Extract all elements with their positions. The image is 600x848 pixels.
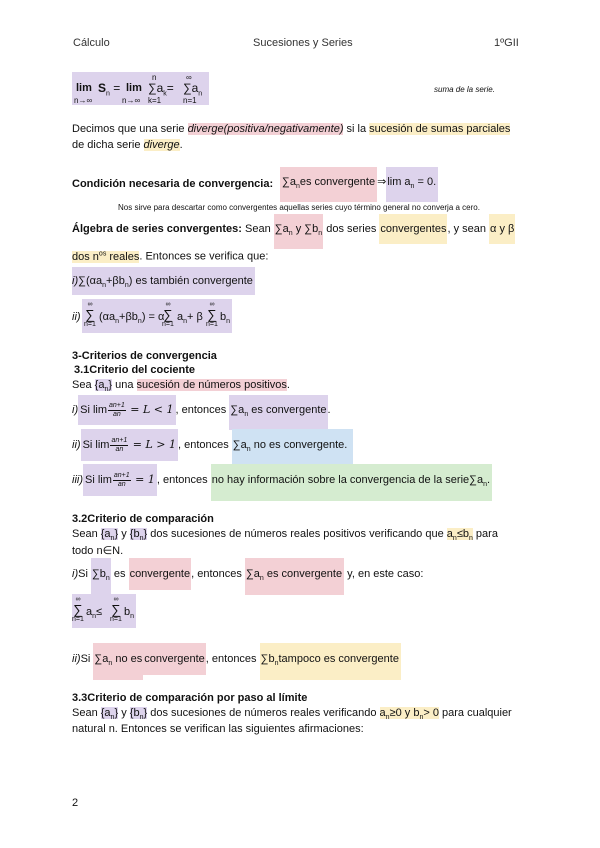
necessary-condition-note: Nos sirve para descartar como convergentes aquellas series cuyo término general no converja a cero.: [118, 203, 480, 212]
section33-line2: natural n. Entonces se verifican las siguientes afirmaciones:: [72, 723, 364, 735]
algebra-item-ii-formula: ∞ ∑ n=1 $(\alpha a_n+\beta b_n) = \alpha$ ∞ ∑ n=1 $a_n+ \beta$ ∞ ∑ n=1 $b_n$: [82, 299, 232, 333]
section33-line1: Sean $\{a_n\}$ y $\{b_n\}$ dos sucesiones de números reales verificando $a_n\ge 0$ y $b_n> 0$ para cualquier: [72, 707, 512, 722]
section32-title: 3.2Criterio de comparación: [72, 513, 214, 525]
ratio-test-i: i)Si lim $\frac{an+1}{an}$ = L < 1 , entonces $\sum a_n$ es convergente.: [72, 395, 331, 425]
ratio-test-ii: ii)Si lim $\frac{an+1}{an}$ = L > 1 , entonces $\sum a_n$ no es convergente.: [72, 429, 353, 461]
algebra-item-i: $i)\sum(\alpha a_n+\beta b_n)$ es también convergente: [72, 267, 255, 295]
header-title: Sucesiones y Series: [253, 37, 353, 49]
diverge-paragraph-line2: de dicha serie diverge.: [72, 139, 183, 151]
section31-intro: Sea $\{a_n\}$ una sucesión de números positivos.: [72, 379, 290, 394]
partial-sum-formula: lim n→∞ $S_n$ = lim n→∞ n $\sum a_k=$ k=1 ∞ $\sum a_n$ n=1: [72, 72, 209, 105]
comparison-test-ii: ii)Si $\sum a_n$ no esconvergente, entonces $\sum b_ntampoco$ es convergente: [72, 643, 401, 675]
necessary-condition-formula: $\sum a_nes$ convergente ⇒lim $a_n = 0$.: [280, 167, 438, 197]
diverge-paragraph-line1: Decimos que una serie diverge(positiva/negativamente) si la sucesión de sumas parciales: [72, 123, 511, 135]
necessary-condition-title: Condición necesaria de convergencia:: [72, 178, 274, 190]
algebra-item-ii-label: ii): [72, 311, 81, 323]
page-number: 2: [72, 797, 79, 809]
ratio-test-iii: iii)Si lim $\frac{an+1}{an}$ = 1 , entonces no hay información sobre la convergencia de la $serie\sum a_n$.: [72, 464, 492, 496]
algebra-line2: dos $n^{os}$ reales. Entonces se verifica que:: [72, 250, 269, 263]
section31-title: 3.1Criterio del cociente: [74, 364, 196, 376]
section3-title: 3-Criterios de convergencia: [72, 350, 217, 362]
header-group: 1ºGII: [494, 37, 519, 49]
section32-line1: Sean $\{a_n\}$ y $\{b_n\}$ dos sucesiones de números reales positivos verificando que $a_n\le b_n$ para: [72, 528, 498, 543]
comparison-test-i: i)Si $\sum b_n$ es convergente, entonces $\sum a_n$ es convergente y, en este caso:: [72, 558, 423, 590]
algebra-line1: Álgebra de series convergentes: Sean $\sum a_n$ y $\sum b_n$ dos series convergentes, y sean α y β: [72, 214, 515, 244]
comparison-inequality: ∞ ∑ n=1 $a_n\le$ ∞ ∑ n=1 $b_n$: [72, 594, 136, 628]
header-course: Cálculo: [73, 37, 110, 49]
section32-line2: todo n∈N.: [72, 545, 124, 557]
sum-note: suma de la serie.: [434, 85, 495, 94]
section33-title: 3.3Criterio de comparación por paso al límite: [72, 692, 308, 704]
